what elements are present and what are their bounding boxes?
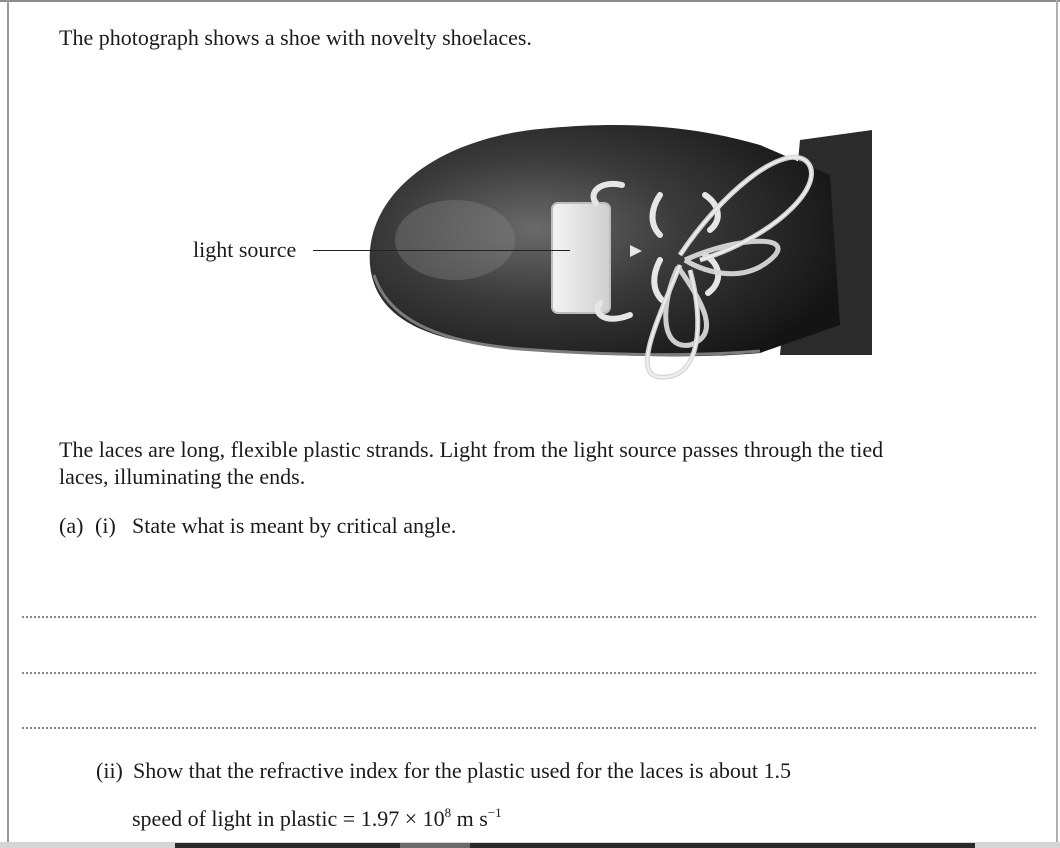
- unit-exponent: −1: [487, 805, 502, 820]
- page-border-right: [1056, 0, 1058, 848]
- question-text: State what is meant by critical angle.: [132, 513, 457, 538]
- intro-text: The photograph shows a shoe with novelty shoelaces.: [59, 25, 532, 50]
- scrollbar-thumb[interactable]: [400, 843, 470, 848]
- light-source-box: [552, 203, 610, 313]
- speed-text: speed of light in plastic = 1.97 × 10: [132, 806, 445, 831]
- speed-exponent: 8: [444, 805, 452, 820]
- page-border-top: [0, 0, 1060, 2]
- speed-of-light-statement: [132, 805, 502, 832]
- light-source-label: light source: [193, 237, 297, 262]
- light-source-leader-line: [313, 250, 570, 251]
- speed-unit: m s: [451, 806, 488, 831]
- question-subpart-label: (ii): [96, 758, 123, 783]
- answer-line-1[interactable]: [22, 616, 1036, 618]
- question-a-ii: [96, 757, 791, 784]
- answer-line-2[interactable]: [22, 672, 1036, 674]
- scrollbar-track[interactable]: [175, 843, 975, 848]
- description-paragraph: The laces are long, flexible plastic strands. Light from the light source passes through the tied laces, illuminating the ends.: [59, 437, 884, 489]
- question-text: Show that the refractive index for the plastic used for the laces is about 1.5: [133, 758, 791, 783]
- question-a-i: [59, 512, 456, 539]
- page-border-left: [7, 0, 9, 848]
- question-part-label: (a): [59, 513, 84, 538]
- answer-line-3[interactable]: [22, 727, 1036, 729]
- question-subpart-label: (i): [95, 513, 116, 538]
